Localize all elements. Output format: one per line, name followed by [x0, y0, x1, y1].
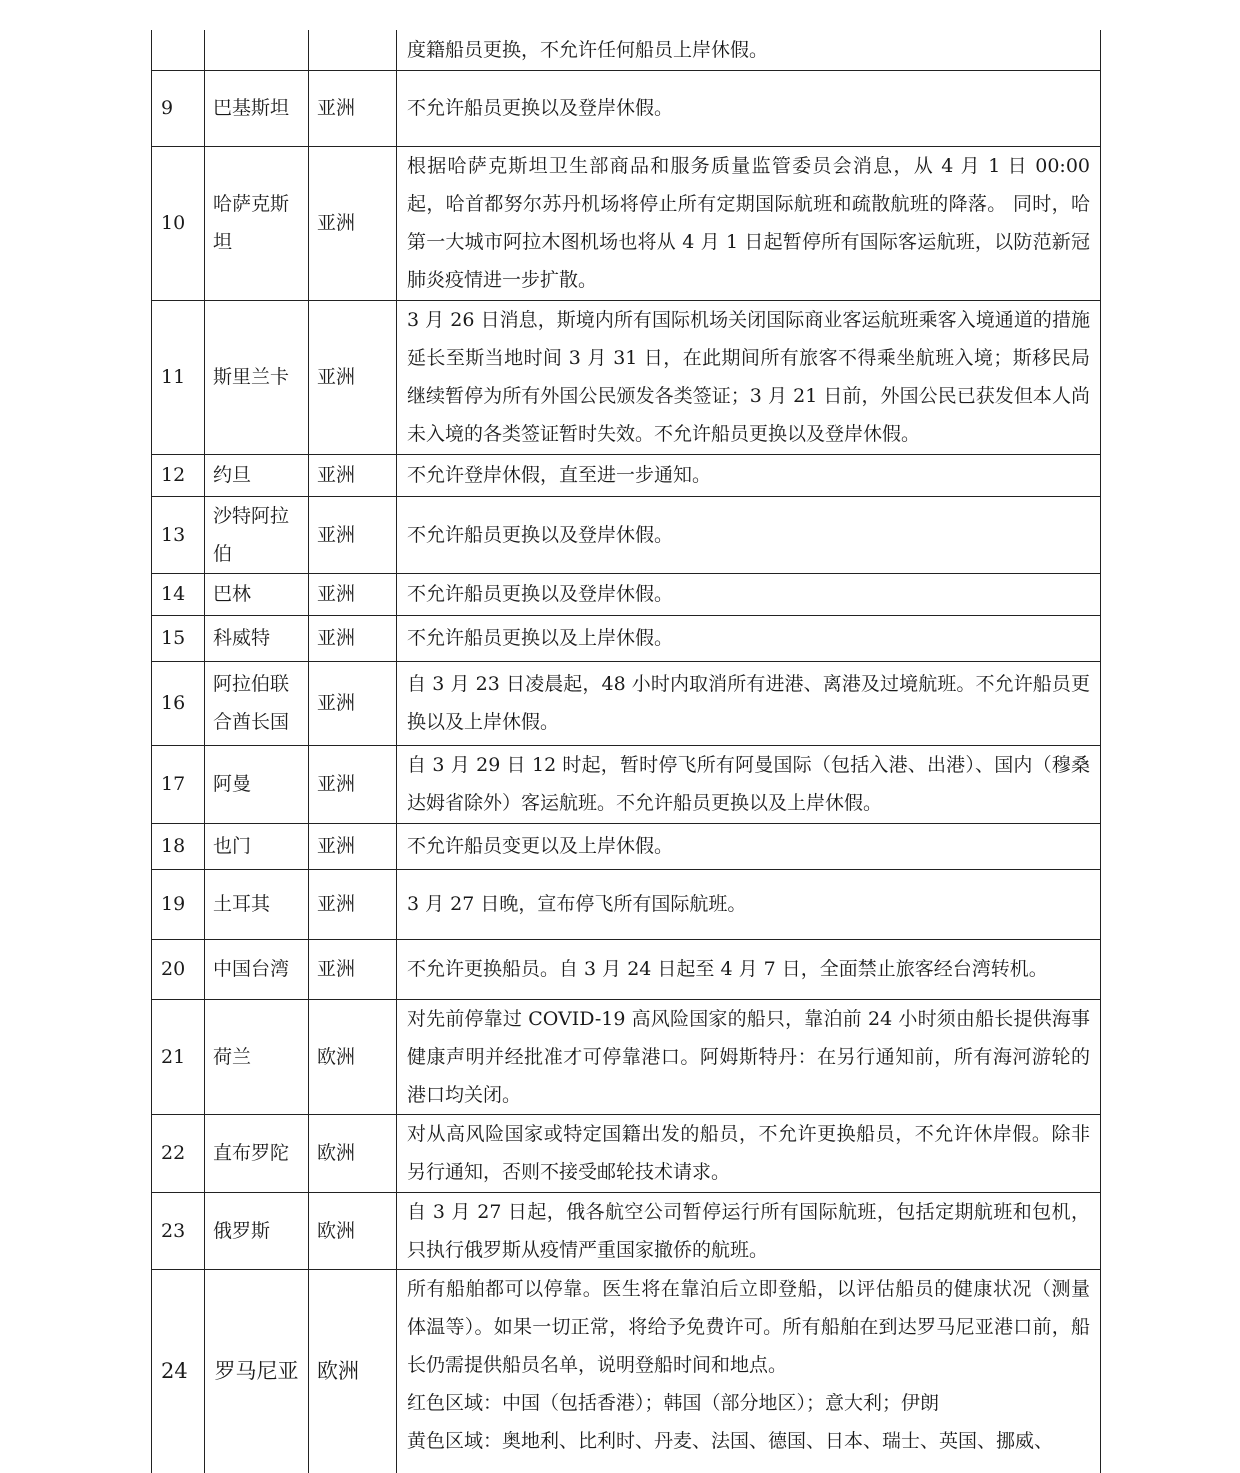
country-cell: 阿曼	[205, 745, 309, 823]
region-cell: 亚洲	[309, 661, 397, 745]
row-number	[152, 30, 205, 70]
region-cell: 亚洲	[309, 939, 397, 999]
region-cell: 亚洲	[309, 496, 397, 573]
region-cell: 亚洲	[309, 300, 397, 454]
measures-cell	[397, 1269, 1101, 1473]
measures-cell: 自 3 月 29 日 12 时起，暂时停飞所有阿曼国际（包括入港、出港）、国内（穆桑达姆省除外）客运航班。不允许船员更换以及上岸休假。	[397, 745, 1101, 823]
country-cell: 斯里兰卡	[205, 300, 309, 454]
row-number: 14	[152, 573, 205, 615]
measures-cell: 自 3 月 23 日凌晨起，48 小时内取消所有进港、离港及过境航班。不允许船员更换以及上岸休假。	[397, 661, 1101, 745]
measures-cell: 不允许船员更换以及上岸休假。	[397, 615, 1101, 661]
measures-cell: 不允许船员变更以及上岸休假。	[397, 823, 1101, 869]
country-cell: 罗马尼亚	[205, 1269, 309, 1473]
measures-cell: 不允许更换船员。自 3 月 24 日起至 4 月 7 日，全面禁止旅客经台湾转机。	[397, 939, 1101, 999]
row-number: 20	[152, 939, 205, 999]
table-row	[152, 496, 1101, 573]
country-cell: 土耳其	[205, 869, 309, 939]
measures-cell: 不允许登岸休假，直至进一步通知。	[397, 454, 1101, 496]
measures-cell: 不允许船员更换以及登岸休假。	[397, 496, 1101, 573]
row-number: 13	[152, 496, 205, 573]
country-cell: 科威特	[205, 615, 309, 661]
measures-cell: 不允许船员更换以及登岸休假。	[397, 573, 1101, 615]
row-number: 17	[152, 745, 205, 823]
row-number: 21	[152, 999, 205, 1114]
table-row	[152, 615, 1101, 661]
region-cell: 亚洲	[309, 745, 397, 823]
country-cell: 也门	[205, 823, 309, 869]
table-row	[152, 70, 1101, 146]
measures-cell: 3 月 27 日晚，宣布停飞所有国际航班。	[397, 869, 1101, 939]
table-row	[152, 300, 1101, 454]
row-number: 15	[152, 615, 205, 661]
measures-paragraph: 所有船舶都可以停靠。医生将在靠泊后立即登船，以评估船员的健康状况（测量体温等）。如果一切正常，将给予免费许可。所有船舶在到达罗马尼亚港口前，船长仍需提供船员名单，说明登船时间和地点。	[407, 1277, 1090, 1376]
country-cell: 荷兰	[205, 999, 309, 1114]
country-cell: 约旦	[205, 454, 309, 496]
table-row	[152, 1269, 1101, 1473]
region-cell: 欧洲	[309, 999, 397, 1114]
region-cell: 欧洲	[309, 1114, 397, 1192]
region-cell: 亚洲	[309, 823, 397, 869]
yellow-zone-line: 黄色区域：奥地利、比利时、丹麦、法国、德国、日本、瑞士、英国、挪威、	[407, 1429, 1054, 1452]
measures-cell: 自 3 月 27 日起，俄各航空公司暂停运行所有国际航班，包括定期航班和包机，只执行俄罗斯从疫情严重国家撤侨的航班。	[397, 1192, 1101, 1269]
table-row	[152, 661, 1101, 745]
table-row	[152, 823, 1101, 869]
row-number: 11	[152, 300, 205, 454]
region-cell: 亚洲	[309, 869, 397, 939]
measures-cell: 3 月 26 日消息，斯境内所有国际机场关闭国际商业客运航班乘客入境通道的措施延长至斯当地时间 3 月 31 日，在此期间所有旅客不得乘坐航班入境；斯移民局继续暂停为所有外国公民颁发各类签证；3 月 21 日前，外国公民已获发但本人尚未入境的各类签证暂时失效。不允许船员更换以及登岸休假。	[397, 300, 1101, 454]
row-number: 19	[152, 869, 205, 939]
row-number: 10	[152, 146, 205, 300]
country-cell: 中国台湾	[205, 939, 309, 999]
table-row	[152, 939, 1101, 999]
row-number: 9	[152, 70, 205, 146]
region-cell: 亚洲	[309, 615, 397, 661]
red-zone-line: 红色区域：中国（包括香港）；韩国（部分地区）；意大利；伊朗	[407, 1391, 940, 1414]
measures-cell: 度籍船员更换，不允许任何船员上岸休假。	[397, 30, 1101, 70]
row-number: 12	[152, 454, 205, 496]
table-row	[152, 146, 1101, 300]
country-cell: 巴基斯坦	[205, 70, 309, 146]
table-row	[152, 573, 1101, 615]
country-cell: 俄罗斯	[205, 1192, 309, 1269]
measures-cell: 不允许船员更换以及登岸休假。	[397, 70, 1101, 146]
region-cell: 欧洲	[309, 1269, 397, 1473]
region-cell: 亚洲	[309, 70, 397, 146]
row-number: 23	[152, 1192, 205, 1269]
measures-cell: 根据哈萨克斯坦卫生部商品和服务质量监管委员会消息，从 4 月 1 日 00:00 起，哈首都努尔苏丹机场将停止所有定期国际航班和疏散航班的降落。 同时，哈第一大城市阿拉木图机场也将从 4 月 1 日起暂停所有国际客运航班，以防范新冠肺炎疫情进一步扩散。	[397, 146, 1101, 300]
country-cell: 沙特阿拉伯	[205, 496, 309, 573]
table-row	[152, 1114, 1101, 1192]
restrictions-table	[151, 30, 1101, 1473]
region-cell: 亚洲	[309, 573, 397, 615]
country-cell: 哈萨克斯坦	[205, 146, 309, 300]
row-number: 22	[152, 1114, 205, 1192]
region-cell	[309, 30, 397, 70]
country-cell	[205, 30, 309, 70]
table-row	[152, 1192, 1101, 1269]
row-number: 24	[152, 1269, 205, 1473]
table-row	[152, 745, 1101, 823]
row-number: 18	[152, 823, 205, 869]
measures-cell: 对从高风险国家或特定国籍出发的船员，不允许更换船员，不允许休岸假。除非另行通知，否则不接受邮轮技术请求。	[397, 1114, 1101, 1192]
country-cell: 巴林	[205, 573, 309, 615]
region-cell: 欧洲	[309, 1192, 397, 1269]
row-number: 16	[152, 661, 205, 745]
region-cell: 亚洲	[309, 146, 397, 300]
country-cell: 直布罗陀	[205, 1114, 309, 1192]
region-cell: 亚洲	[309, 454, 397, 496]
country-cell: 阿拉伯联合酋长国	[205, 661, 309, 745]
table-row	[152, 869, 1101, 939]
table-row	[152, 30, 1101, 70]
table-row	[152, 454, 1101, 496]
measures-cell: 对先前停靠过 COVID-19 高风险国家的船只，靠泊前 24 小时须由船长提供海事健康声明并经批准才可停靠港口。阿姆斯特丹：在另行通知前，所有海河游轮的港口均关闭。	[397, 999, 1101, 1114]
table-row	[152, 999, 1101, 1114]
